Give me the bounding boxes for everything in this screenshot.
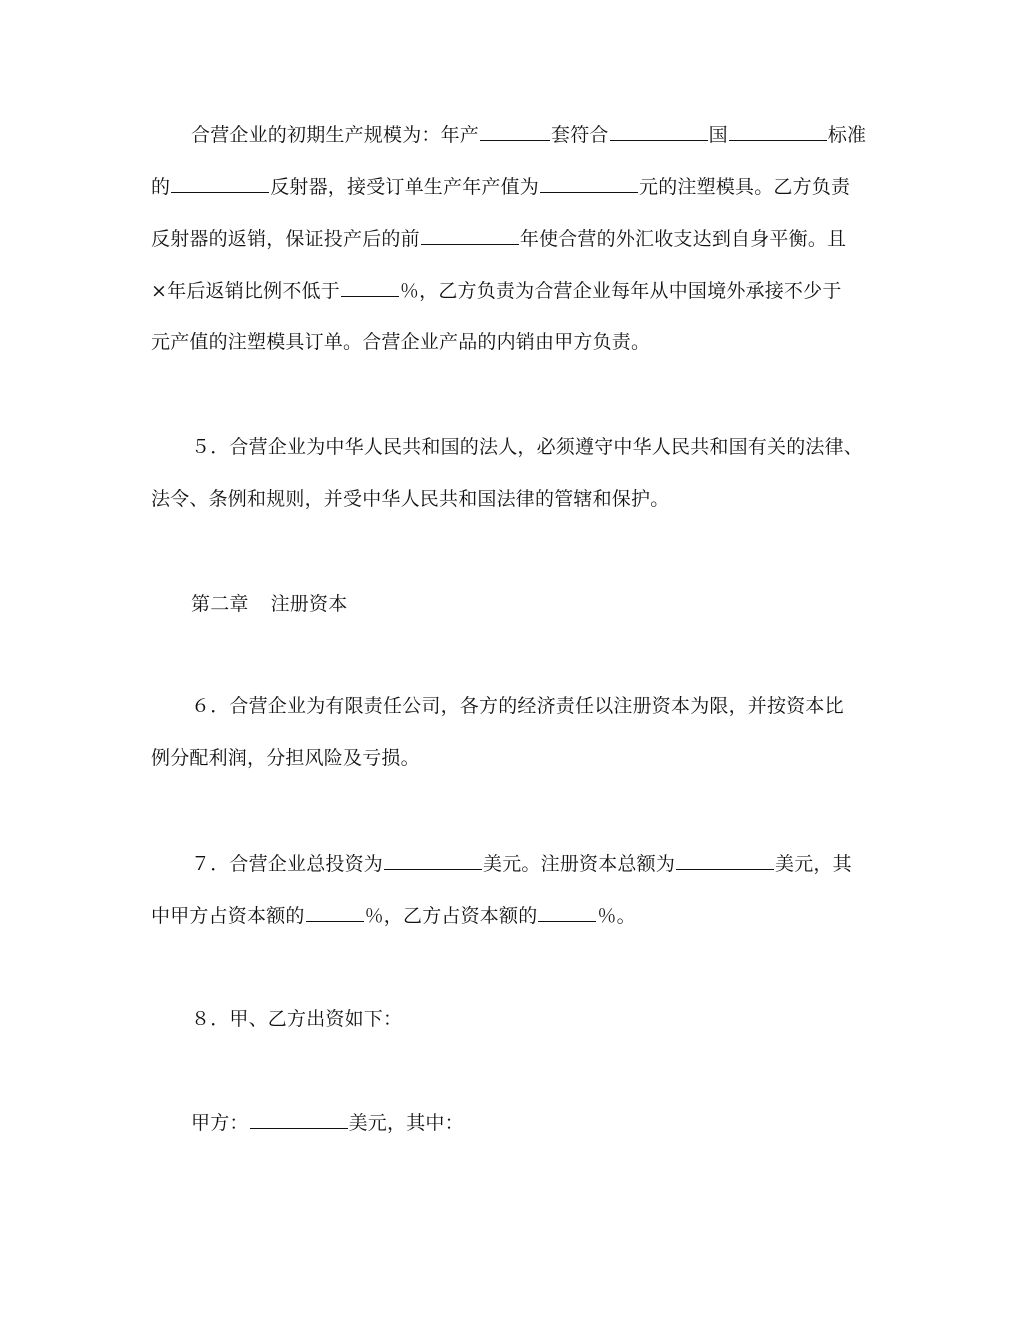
article-8-line-1: ８．甲、乙方出资如下： bbox=[191, 1008, 403, 1030]
chapter-heading bbox=[191, 591, 347, 617]
paragraph-1-line-2 bbox=[151, 173, 850, 200]
article-5-line-2: 法令、条例和规则，并受中华人民共和国法律的管辖和保护。 bbox=[151, 488, 670, 510]
paragraph-1-line-4 bbox=[151, 277, 842, 304]
text: ％。 bbox=[597, 905, 636, 927]
article-6-line-2: 例分配利润，分担风险及亏损。 bbox=[151, 747, 420, 769]
text: 年使合营的外汇收支达到自身平衡。且 bbox=[519, 228, 847, 250]
chapter-title: 注册资本 bbox=[270, 593, 348, 615]
text: ７．合营企业总投资为 bbox=[191, 853, 384, 875]
chapter-number: 第二章 bbox=[191, 593, 249, 615]
party-a-line bbox=[191, 1109, 464, 1136]
article-6-line-1: ６．合营企业为有限责任公司，各方的经济责任以注册资本为限，并按资本比 bbox=[191, 695, 844, 717]
text: 美元，其中： bbox=[348, 1112, 464, 1134]
fill-in-blank bbox=[729, 121, 827, 141]
fill-in-blank bbox=[341, 277, 399, 297]
fill-in-blank bbox=[171, 173, 269, 193]
article-7-line-2 bbox=[151, 902, 636, 929]
text: 套符合 bbox=[551, 124, 609, 146]
paragraph-1-line-1 bbox=[191, 121, 866, 148]
text: 反射器的返销，保证投产后的前 bbox=[151, 228, 420, 250]
fill-in-blank bbox=[610, 121, 708, 141]
fill-in-blank bbox=[250, 1109, 348, 1129]
text: 国 bbox=[708, 124, 728, 146]
text: 美元，其 bbox=[775, 853, 852, 875]
text: 甲方： bbox=[191, 1112, 249, 1134]
fill-in-blank bbox=[676, 850, 774, 870]
fill-in-blank bbox=[538, 902, 596, 922]
article-5-line-1: ５．合营企业为中华人民共和国的法人，必须遵守中华人民共和国有关的法律、 bbox=[191, 436, 864, 458]
fill-in-blank bbox=[384, 850, 482, 870]
text: ％，乙方占资本额的 bbox=[364, 905, 538, 927]
text: 合营企业的初期生产规模为：年产 bbox=[191, 124, 480, 146]
text: 标准 bbox=[827, 124, 867, 146]
text: ％，乙方负责为合营企业每年从中国境外承接不少于 bbox=[399, 280, 842, 302]
article-7-line-1 bbox=[191, 850, 852, 877]
text: 元的注塑模具。乙方负责 bbox=[639, 176, 851, 198]
paragraph-1-line-3 bbox=[151, 225, 846, 252]
text: 中甲方占资本额的 bbox=[151, 905, 305, 927]
text: ×年后返销比例不低于 bbox=[151, 280, 340, 302]
paragraph-1-line-5 bbox=[151, 329, 650, 355]
text: 反射器，接受订单生产年产值为 bbox=[270, 176, 540, 198]
text: 美元。注册资本总额为 bbox=[483, 853, 676, 875]
fill-in-blank bbox=[421, 225, 519, 245]
fill-in-blank bbox=[540, 173, 638, 193]
fill-in-blank bbox=[480, 121, 550, 141]
fill-in-blank bbox=[306, 902, 364, 922]
text: 的 bbox=[151, 176, 171, 198]
text: 元产值的注塑模具订单。合营企业产品的内销由甲方负责。 bbox=[151, 331, 651, 353]
